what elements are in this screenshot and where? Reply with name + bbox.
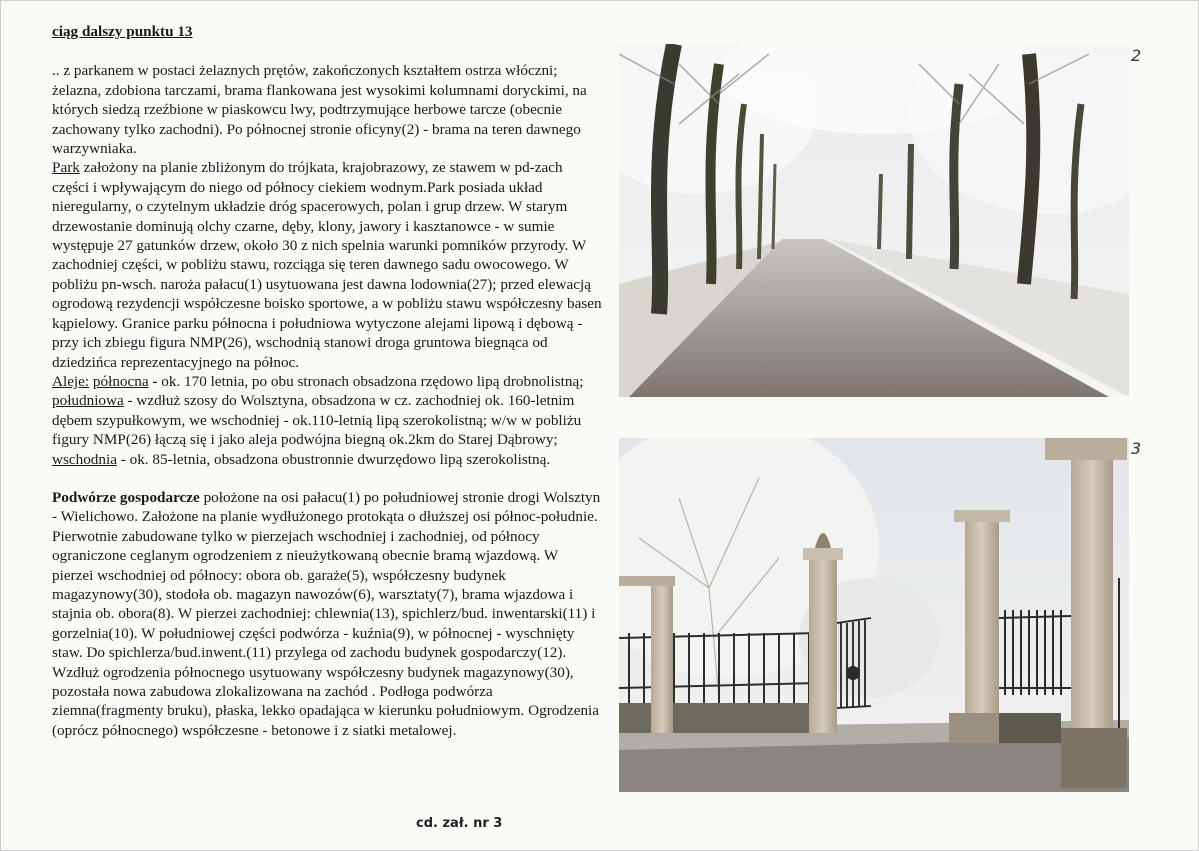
farmyard-label: Podwórze gospodarcze: [52, 488, 200, 506]
aleje-label: Aleje:: [52, 372, 90, 390]
polnocna-label: północna: [92, 372, 149, 390]
paragraph-park: [52, 61, 602, 469]
photo-number-3: 3: [1131, 439, 1142, 458]
text-column: [52, 22, 602, 740]
photo-gate: [619, 438, 1129, 792]
photo-number-2: 2: [1131, 46, 1142, 65]
polnocna-text: - ok. 170 letnia, po obu stronach obsadzona rzędowo lipą drobnolistną;: [148, 372, 584, 390]
poludniowa-label: południowa: [52, 392, 124, 410]
photo-avenue: [619, 44, 1129, 397]
farmyard-text: położone na osi pałacu(1) po południowej stronie drogi Wolsztyn - Wielichowo. Założone na planie wydłużonego protokąta o dłuższej osi północ-południe. Pierwotnie zabudowane tylko w pierzejach wschodniej i zachodniej, od północy ograniczone ceglanym ogrodzeniem z nieużytkowaną obecnie bramą wjazdową. W pierzei wschodniej od północy: obora ob. garaże(5), współczesny budynek magazynowy(30), stodoła ob. magazyn nawozów(6), warsztaty(7), brama wjazdowa i stajnia ob. obora(8). W pierzei zachodniej: chlewnia(13), spichlerz/bud. inwentarski(11) i gorzelnia(10). W południowej części podwórza - kuźnia(9), w północnej - wyschnięty staw. Do spichlerza/bud.inwent.(11) przylega od zachodu budynek gospodarczy(12). Wzdłuż ogrodzenia północnego usytuowany współczesny budynek magazynowy(30), pozostała nowa zabudowa zlokalizowana na zachód . Podłoga podwórza ziemna(fragmenty bruku), płaska, lekko opadająca w kierunku południowym. Ogrodzenia (oprócz północnego) współczesne - betonowe i z siatki metalowej.: [52, 488, 601, 739]
intro-text: .. z parkanem w postaci żelaznych prętów, zakończonych kształtem ostrza włóczni; żelazna, zdobiona tarczami, brama flankowana jest wysokimi kolumnami doryckimi, na których siedzą rzeźbione w piaskowcu lwy, podtrzymujące herbowe tarcze (obecnie zachowany tylko zachodni). Po północnej stronie oficyny(2) - brama na teren dawnego warzywniaka.: [52, 62, 587, 158]
paragraph-farmyard: [52, 488, 602, 740]
park-label: Park: [52, 159, 80, 177]
park-text: założony na planie zbliżonym do trójkata, krajobrazowy, ze stawem w pd-zach części i wpływającym do niego od północy ciekiem wodnym.Park posiada układ nieregularny, o czytelnym układzie dróg spacerowych, polan i grup drzew. W starym drzewostanie dominują olchy czarne, dęby, klony, jawory i kasztanowce - w sumie występuje 27 gatunków drzew, około 30 z nich spelnia warunki pomników przyrody. W zachodniej części, w pobliżu stawu, rozciąga się teren dawnego sadu owocowego. W pobliżu pn-wsch. naroża pałacu(1) usytuowana jest dawna lodownia(27); przed elewacją ogrodową rezydencji współczesne boisko sportowe, a w pobliżu stawu współczesny basen kąpielowy. Granice parku północna i południowa wytyczone alejami lipową i dębową - przy ich zbiegu figura NMP(26), wschodnią stanowi droga gruntowa biegnąca od dziedzińca reprezentacyjnego na północ.: [52, 159, 602, 371]
continuation-note: cd. zał. nr 3: [416, 816, 503, 831]
wschodnia-label: wschodnia: [52, 450, 117, 468]
poludniowa-text: - wzdłuż szosy do Wolsztyna, obsadzona w cz. zachodniej ok. 160-letnim dębem szypułkowym, we wschodniej - ok.110-letnią lipą szerokolistną; w/w w pobliżu figury NMP(26) łączą się i jako aleja podwójna biegną ok.2km do Starej Dąbrowy;: [52, 392, 582, 449]
wschodnia-text: - ok. 85-letnia, obsadzona obustronnie dwurzędowo lipą szerokolistną.: [116, 450, 551, 468]
section-heading: ciąg dalszy punktu 13: [52, 23, 193, 40]
